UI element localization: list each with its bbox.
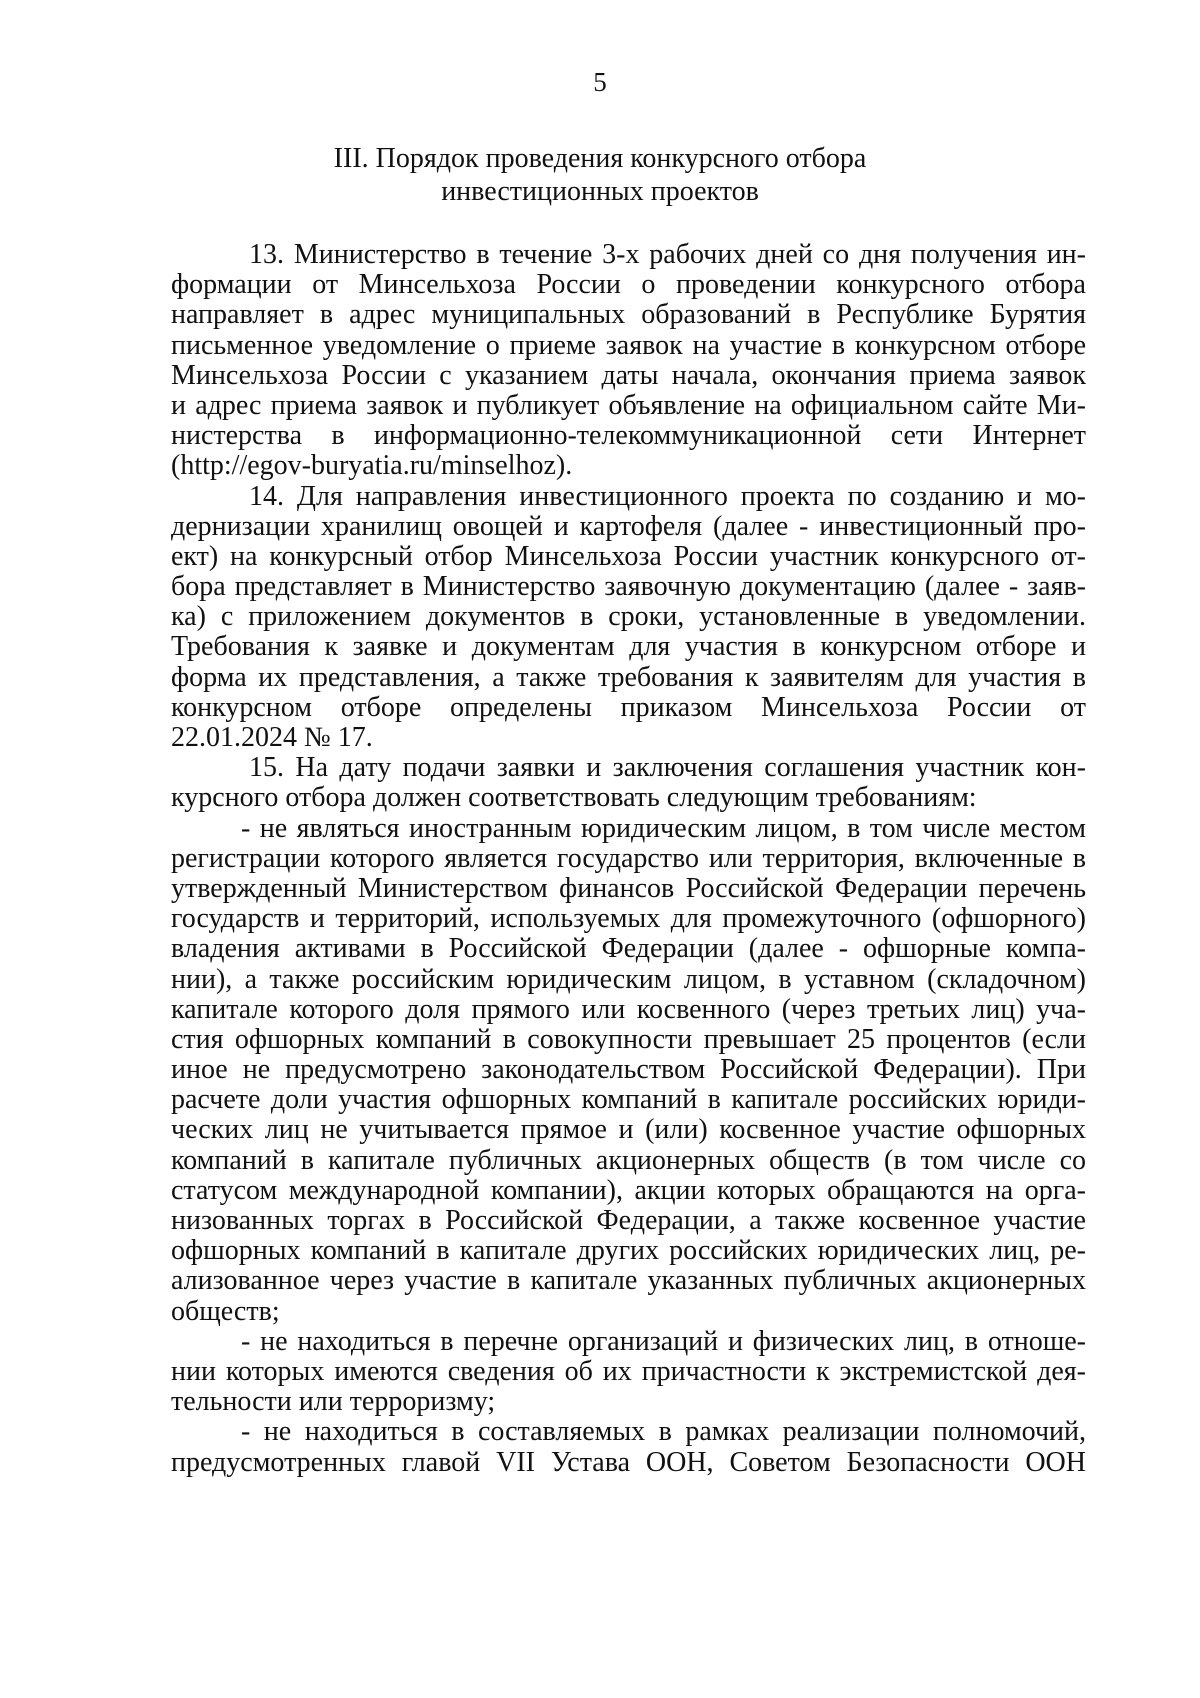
text-line: 14. Для направления инвестиционного проекта по созданию и мо- [249,480,1086,512]
text-line: утвержденный Министерством финансов Российской Федерации перечень [171,872,1086,904]
document-body [171,240,1086,1478]
text-line: иное не предусмотрено законодательством Российской Федерации). При [171,1054,1086,1086]
text-line: дернизации хранилищ овощей и картофеля (далее - инвестиционный про- [171,510,1086,542]
paragraph-15 [171,753,1086,813]
text-line: ализованное через участие в капитале указанных публичных акционерных [171,1265,1086,1297]
text-line: нии), а также российским юридическим лицом, в уставном (складочном) [171,963,1086,995]
text-line: нистерства в информационно-телекоммуникационной сети Интернет [171,420,1086,452]
text-line: ка) с приложением документов в сроки, установленные в уведомлении. [171,601,1086,633]
text-line: - не являться иностранным юридическим лицом, в том числе местом [241,812,1086,844]
text-line: расчете доли участия офшорных компаний в капитале российских юриди- [171,1084,1086,1116]
text-line: предусмотренных главой VII Устава ООН, Советом Безопасности ООН [171,1446,1086,1478]
text-line: капитале которого доля прямого или косвенного (через третьих лиц) уча- [171,993,1086,1025]
text-line: статусом международной компании), акции которых обращаются на орга- [171,1174,1086,1206]
text-line: низованных торгах в Российской Федерации, а также косвенное участие [171,1205,1086,1236]
section-heading [0,142,1200,208]
text-line: Минсельхоза России с указанием даты начала, окончания приема заявок [171,359,1086,391]
requirement-item-1 [171,814,1086,1327]
text-line: бора представляет в Министерство заявочную документацию (далее - заяв- [171,571,1086,603]
text-line: формации от Минсельхоза России о проведении конкурсного отбора [171,269,1086,301]
text-line: стия офшорных компаний в совокупности превышает 25 процентов (если [171,1023,1086,1055]
paragraph-13 [171,240,1086,482]
text-line: владения активами в Российской Федерации (далее - офшорные компа- [171,933,1086,965]
requirement-item-2 [171,1327,1086,1418]
text-line: форма их представления, а также требования к заявителям для участия в [171,661,1086,693]
text-line: Требования к заявке и документам для участия в конкурсном отборе и [171,631,1086,663]
text-line: (http://egov-buryatia.ru/minselhoz). [171,450,573,482]
paragraph-14 [171,482,1086,754]
text-line: - не находиться в составляемых в рамках реализации полномочий, [241,1416,1086,1448]
text-line: курсного отбора должен соответствовать следующим требованиям: [171,782,977,814]
section-title-line-2: инвестиционных проектов [441,176,759,207]
text-line: государств и территорий, используемых для промежуточного (офшорного) [171,903,1086,935]
text-line: конкурсном отборе определены приказом Минсельхоза России от [171,691,1086,723]
text-line: и адрес приема заявок и публикует объявление на официальном сайте Ми- [171,389,1086,421]
text-line: обществ; [171,1295,280,1327]
text-line: направляет в адрес муниципальных образований в Республике Бурятия [171,299,1086,331]
text-line: офшорных компаний в капитале других российских юридических лиц, ре- [171,1235,1086,1267]
text-line: нии которых имеются сведения об их причастности к экстремистской дея- [171,1355,1086,1387]
text-line: тельности или терроризму; [171,1386,496,1418]
text-line: ческих лиц не учитывается прямое и (или) косвенное участие офшорных [171,1114,1086,1146]
page-number: 5 [593,67,607,97]
section-title-line-1: III. Порядок проведения конкурсного отбора [333,143,867,174]
text-line: письменное уведомление о приеме заявок на участие в конкурсном отборе [171,329,1086,361]
text-line: - не находиться в перечне организаций и физических лиц, в отноше- [241,1325,1086,1357]
text-line: 22.01.2024 № 17. [171,722,373,753]
text-line: компаний в капитале публичных акционерных обществ (в том числе со [171,1144,1086,1176]
text-line: 13. Министерство в течение 3-х рабочих дней со дня получения ин- [249,239,1086,270]
text-line: ект) на конкурсный отбор Минсельхоза России участник конкурсного от- [171,540,1086,572]
text-line: регистрации которого является государство или территория, включенные в [171,842,1086,874]
text-line: 15. На дату подачи заявки и заключения соглашения участник кон- [249,752,1086,784]
requirement-item-3 [171,1417,1086,1477]
